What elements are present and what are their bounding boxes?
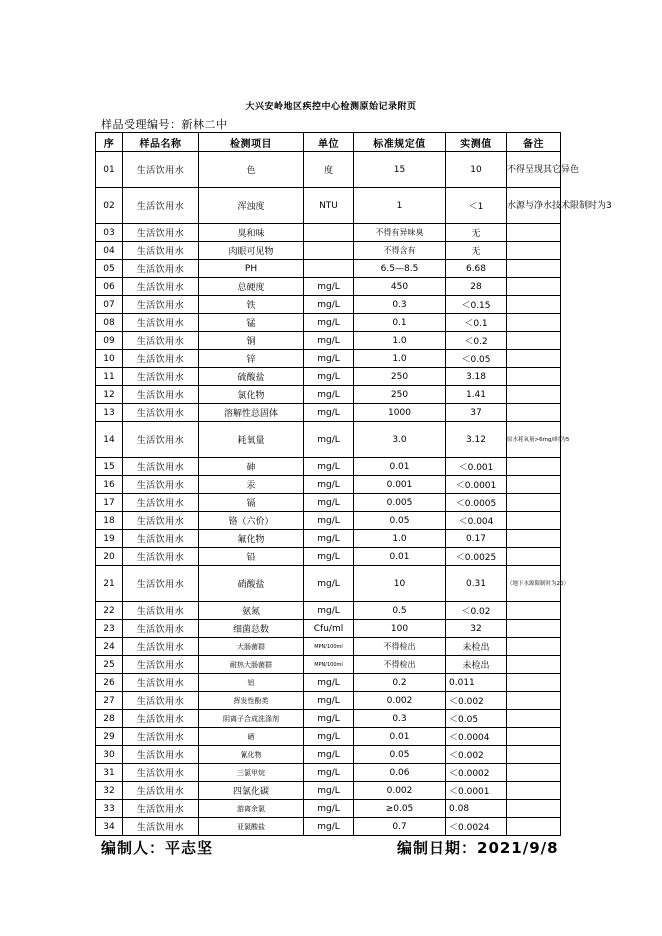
cell-standard-value: 0.3 xyxy=(354,296,446,314)
cell-sample-name: 生活饮用水 xyxy=(123,782,199,800)
cell-test-item: 砷 xyxy=(199,458,304,476)
cell-sample-name: 生活饮用水 xyxy=(123,278,199,296)
cell-measured-value: ＜0.001 xyxy=(446,458,507,476)
cell-standard-value: 0.01 xyxy=(354,458,446,476)
cell-measured-value: ＜0.0024 xyxy=(446,818,507,836)
cell-unit: mg/L xyxy=(304,386,354,404)
table-row xyxy=(96,278,561,296)
cell-seq: 24 xyxy=(96,638,123,656)
cell-standard-value: 不得检出 xyxy=(354,656,446,674)
cell-measured-value: 3.12 xyxy=(446,422,507,458)
table-row xyxy=(96,188,561,224)
cell-unit: mg/L xyxy=(304,296,354,314)
cell-seq: 29 xyxy=(96,728,123,746)
cell-measured-value: ＜0.004 xyxy=(446,512,507,530)
table-row xyxy=(96,314,561,332)
cell-unit: mg/L xyxy=(304,566,354,602)
cell-remarks xyxy=(507,674,561,692)
cell-seq: 17 xyxy=(96,494,123,512)
cell-standard-value: 0.2 xyxy=(354,674,446,692)
cell-test-item: 细菌总数 xyxy=(199,620,304,638)
cell-test-item: 氯化物 xyxy=(199,386,304,404)
cell-standard-value: 0.5 xyxy=(354,602,446,620)
cell-standard-value: 不得有异味臭 xyxy=(354,224,446,242)
cell-seq: 03 xyxy=(96,224,123,242)
cell-sample-name: 生活饮用水 xyxy=(123,656,199,674)
cell-seq: 23 xyxy=(96,620,123,638)
table-row xyxy=(96,710,561,728)
table-row xyxy=(96,674,561,692)
cell-standard-value: 450 xyxy=(354,278,446,296)
table-row xyxy=(96,224,561,242)
cell-remarks xyxy=(507,350,561,368)
cell-standard-value: 不得检出 xyxy=(354,638,446,656)
cell-unit: mg/L xyxy=(304,404,354,422)
cell-test-item: 硫酸盐 xyxy=(199,368,304,386)
cell-remarks xyxy=(507,314,561,332)
cell-test-item: 阴离子合成洗涤剂 xyxy=(199,710,304,728)
cell-measured-value: ＜0.02 xyxy=(446,602,507,620)
cell-remarks xyxy=(507,548,561,566)
cell-sample-name: 生活饮用水 xyxy=(123,242,199,260)
cell-measured-value: ＜0.1 xyxy=(446,314,507,332)
cell-measured-value: ＜0.2 xyxy=(446,332,507,350)
test-record-table xyxy=(95,132,612,836)
cell-measured-value: 未检出 xyxy=(446,638,507,656)
cell-standard-value: 3.0 xyxy=(354,422,446,458)
cell-standard-value: 250 xyxy=(354,368,446,386)
cell-measured-value: ＜0.05 xyxy=(446,350,507,368)
cell-unit: mg/L xyxy=(304,548,354,566)
table-row xyxy=(96,638,561,656)
header-sample-name: 样品名称 xyxy=(123,133,199,152)
table-row xyxy=(96,386,561,404)
table-row xyxy=(96,404,561,422)
cell-sample-name: 生活饮用水 xyxy=(123,188,199,224)
header-measured-value: 实测值 xyxy=(446,133,507,152)
cell-sample-name: 生活饮用水 xyxy=(123,620,199,638)
cell-unit: MPN/100ml xyxy=(304,656,354,674)
table-row xyxy=(96,764,561,782)
cell-sample-name: 生活饮用水 xyxy=(123,764,199,782)
cell-test-item: 硝酸盐 xyxy=(199,566,304,602)
cell-remarks xyxy=(507,332,561,350)
cell-remarks: 原水耗氧量>6mg/l时为5 xyxy=(507,422,561,458)
cell-remarks xyxy=(507,620,561,638)
cell-standard-value: 0.01 xyxy=(354,728,446,746)
cell-remarks xyxy=(507,476,561,494)
cell-seq: 19 xyxy=(96,530,123,548)
cell-standard-value: 0.7 xyxy=(354,818,446,836)
cell-test-item: 铜 xyxy=(199,332,304,350)
cell-unit: mg/L xyxy=(304,368,354,386)
cell-test-item: 臭和味 xyxy=(199,224,304,242)
cell-seq: 16 xyxy=(96,476,123,494)
cell-standard-value: 1000 xyxy=(354,404,446,422)
cell-sample-name: 生活饮用水 xyxy=(123,368,199,386)
cell-unit xyxy=(304,242,354,260)
cell-remarks xyxy=(507,260,561,278)
cell-measured-value: 1.41 xyxy=(446,386,507,404)
cell-remarks xyxy=(507,530,561,548)
cell-remarks xyxy=(507,278,561,296)
cell-remarks xyxy=(507,602,561,620)
cell-sample-name: 生活饮用水 xyxy=(123,386,199,404)
cell-test-item: 耐热大肠菌群 xyxy=(199,656,304,674)
cell-unit: mg/L xyxy=(304,512,354,530)
cell-standard-value: 0.06 xyxy=(354,764,446,782)
table-row xyxy=(96,260,561,278)
cell-seq: 07 xyxy=(96,296,123,314)
cell-measured-value: 3.18 xyxy=(446,368,507,386)
table-row xyxy=(96,368,561,386)
cell-test-item: 挥发性酚类 xyxy=(199,692,304,710)
cell-measured-value: ＜1 xyxy=(446,188,507,224)
cell-unit: mg/L xyxy=(304,332,354,350)
cell-measured-value: 0.011 xyxy=(446,674,507,692)
cell-sample-name: 生活饮用水 xyxy=(123,548,199,566)
cell-measured-value: ＜0.15 xyxy=(446,296,507,314)
cell-unit: mg/L xyxy=(304,710,354,728)
cell-remarks xyxy=(507,746,561,764)
cell-sample-name: 生活饮用水 xyxy=(123,224,199,242)
table-row xyxy=(96,728,561,746)
cell-standard-value: 250 xyxy=(354,386,446,404)
cell-sample-name: 生活饮用水 xyxy=(123,260,199,278)
cell-remarks xyxy=(507,638,561,656)
cell-test-item: 大肠菌群 xyxy=(199,638,304,656)
cell-seq: 10 xyxy=(96,350,123,368)
cell-measured-value: ＜0.05 xyxy=(446,710,507,728)
header-unit: 单位 xyxy=(304,133,354,152)
cell-remarks xyxy=(507,404,561,422)
cell-test-item: 氟化物 xyxy=(199,530,304,548)
cell-unit: 度 xyxy=(304,152,354,188)
table-row xyxy=(96,350,561,368)
cell-standard-value: 1.0 xyxy=(354,530,446,548)
cell-seq: 02 xyxy=(96,188,123,224)
cell-measured-value: 无 xyxy=(446,224,507,242)
cell-unit: mg/L xyxy=(304,728,354,746)
cell-seq: 33 xyxy=(96,800,123,818)
cell-standard-value: ≥0.05 xyxy=(354,800,446,818)
cell-seq: 04 xyxy=(96,242,123,260)
cell-unit xyxy=(304,224,354,242)
cell-measured-value: 32 xyxy=(446,620,507,638)
cell-test-item: 镉 xyxy=(199,494,304,512)
cell-test-item: 氨氮 xyxy=(199,602,304,620)
sample-id-label: 样品受理编号：新林二中 xyxy=(101,118,228,131)
table-row xyxy=(96,746,561,764)
cell-seq: 01 xyxy=(96,152,123,188)
cell-sample-name: 生活饮用水 xyxy=(123,692,199,710)
cell-sample-name: 生活饮用水 xyxy=(123,728,199,746)
header-remarks: 备注 xyxy=(507,133,561,152)
cell-remarks xyxy=(507,800,561,818)
cell-test-item: 氰化物 xyxy=(199,746,304,764)
cell-test-item: 四氯化碳 xyxy=(199,782,304,800)
cell-remarks xyxy=(507,764,561,782)
cell-standard-value: 1.0 xyxy=(354,332,446,350)
cell-measured-value: 0.08 xyxy=(446,800,507,818)
table-row xyxy=(96,242,561,260)
header-seq: 序 xyxy=(96,133,123,152)
cell-remarks xyxy=(507,386,561,404)
cell-unit: mg/L xyxy=(304,746,354,764)
cell-sample-name: 生活饮用水 xyxy=(123,422,199,458)
cell-sample-name: 生活饮用水 xyxy=(123,296,199,314)
cell-seq: 22 xyxy=(96,602,123,620)
cell-standard-value: 15 xyxy=(354,152,446,188)
cell-seq: 28 xyxy=(96,710,123,728)
cell-measured-value: 28 xyxy=(446,278,507,296)
cell-measured-value: 0.17 xyxy=(446,530,507,548)
table-row xyxy=(96,494,561,512)
cell-seq: 30 xyxy=(96,746,123,764)
cell-seq: 21 xyxy=(96,566,123,602)
cell-remarks xyxy=(507,818,561,836)
cell-unit: mg/L xyxy=(304,458,354,476)
cell-measured-value: ＜0.0002 xyxy=(446,764,507,782)
cell-sample-name: 生活饮用水 xyxy=(123,710,199,728)
cell-seq: 08 xyxy=(96,314,123,332)
cell-sample-name: 生活饮用水 xyxy=(123,530,199,548)
cell-sample-name: 生活饮用水 xyxy=(123,458,199,476)
cell-measured-value: ＜0.002 xyxy=(446,746,507,764)
cell-sample-name: 生活饮用水 xyxy=(123,818,199,836)
cell-seq: 14 xyxy=(96,422,123,458)
cell-remarks: （地下水源限制时为20） xyxy=(507,566,561,602)
cell-test-item: PH xyxy=(199,260,304,278)
cell-unit: mg/L xyxy=(304,278,354,296)
cell-measured-value: ＜0.0001 xyxy=(446,782,507,800)
cell-sample-name: 生活饮用水 xyxy=(123,350,199,368)
cell-unit: Cfu/ml xyxy=(304,620,354,638)
table-row xyxy=(96,602,561,620)
cell-remarks xyxy=(507,728,561,746)
cell-remarks xyxy=(507,224,561,242)
cell-unit: mg/L xyxy=(304,494,354,512)
cell-measured-value: 0.31 xyxy=(446,566,507,602)
table-header-row xyxy=(96,133,561,152)
cell-measured-value: 10 xyxy=(446,152,507,188)
cell-sample-name: 生活饮用水 xyxy=(123,404,199,422)
cell-test-item: 锰 xyxy=(199,314,304,332)
table-row xyxy=(96,548,561,566)
cell-seq: 05 xyxy=(96,260,123,278)
cell-measured-value: ＜0.0025 xyxy=(446,548,507,566)
cell-test-item: 铝 xyxy=(199,674,304,692)
table-row xyxy=(96,800,561,818)
cell-sample-name: 生活饮用水 xyxy=(123,314,199,332)
cell-remarks xyxy=(507,296,561,314)
table-row xyxy=(96,152,561,188)
cell-measured-value: 未检出 xyxy=(446,656,507,674)
cell-test-item: 汞 xyxy=(199,476,304,494)
cell-seq: 27 xyxy=(96,692,123,710)
cell-unit: mg/L xyxy=(304,692,354,710)
cell-test-item: 游离余氯 xyxy=(199,800,304,818)
cell-standard-value: 0.005 xyxy=(354,494,446,512)
cell-unit: mg/L xyxy=(304,764,354,782)
cell-standard-value: 0.002 xyxy=(354,782,446,800)
header-standard-value: 标准规定值 xyxy=(354,133,446,152)
cell-seq: 34 xyxy=(96,818,123,836)
cell-seq: 06 xyxy=(96,278,123,296)
cell-remarks xyxy=(507,368,561,386)
cell-measured-value: ＜0.002 xyxy=(446,692,507,710)
cell-measured-value: 6.68 xyxy=(446,260,507,278)
cell-seq: 09 xyxy=(96,332,123,350)
cell-remarks xyxy=(507,458,561,476)
table-row xyxy=(96,512,561,530)
cell-test-item: 色 xyxy=(199,152,304,188)
cell-test-item: 肉眼可见物 xyxy=(199,242,304,260)
cell-sample-name: 生活饮用水 xyxy=(123,332,199,350)
cell-test-item: 浑浊度 xyxy=(199,188,304,224)
cell-unit: NTU xyxy=(304,188,354,224)
cell-measured-value: 无 xyxy=(446,242,507,260)
table-row xyxy=(96,782,561,800)
cell-unit: mg/L xyxy=(304,350,354,368)
cell-remarks: 水源与净水技术限制时为3 xyxy=(507,188,561,224)
editor-label: 编制人：平志坚 xyxy=(101,839,214,857)
cell-remarks xyxy=(507,782,561,800)
cell-sample-name: 生活饮用水 xyxy=(123,476,199,494)
cell-remarks xyxy=(507,242,561,260)
cell-unit: mg/L xyxy=(304,422,354,458)
cell-test-item: 铅 xyxy=(199,548,304,566)
cell-standard-value: 0.001 xyxy=(354,476,446,494)
cell-remarks xyxy=(507,512,561,530)
cell-measured-value: ＜0.0005 xyxy=(446,494,507,512)
cell-standard-value: 1.0 xyxy=(354,350,446,368)
cell-unit: mg/L xyxy=(304,674,354,692)
cell-unit: mg/L xyxy=(304,800,354,818)
cell-test-item: 硒 xyxy=(199,728,304,746)
table-row xyxy=(96,296,561,314)
document-title: 大兴安岭地区疾控中心检测原始记录附页 xyxy=(245,102,417,112)
cell-unit: mg/L xyxy=(304,782,354,800)
table-row xyxy=(96,332,561,350)
cell-measured-value: ＜0.0004 xyxy=(446,728,507,746)
cell-seq: 26 xyxy=(96,674,123,692)
cell-seq: 13 xyxy=(96,404,123,422)
cell-sample-name: 生活饮用水 xyxy=(123,674,199,692)
cell-test-item: 铁 xyxy=(199,296,304,314)
cell-seq: 15 xyxy=(96,458,123,476)
table-row xyxy=(96,566,561,602)
cell-seq: 11 xyxy=(96,368,123,386)
cell-test-item: 锌 xyxy=(199,350,304,368)
cell-remarks xyxy=(507,656,561,674)
cell-sample-name: 生活饮用水 xyxy=(123,566,199,602)
cell-unit: mg/L xyxy=(304,476,354,494)
cell-standard-value: 0.002 xyxy=(354,692,446,710)
cell-test-item: 铬（六价） xyxy=(199,512,304,530)
cell-seq: 20 xyxy=(96,548,123,566)
table-row xyxy=(96,530,561,548)
cell-test-item: 耗氧量 xyxy=(199,422,304,458)
cell-standard-value: 0.05 xyxy=(354,512,446,530)
cell-sample-name: 生活饮用水 xyxy=(123,494,199,512)
cell-test-item: 亚氯酸盐 xyxy=(199,818,304,836)
table-row xyxy=(96,476,561,494)
cell-standard-value: 0.05 xyxy=(354,746,446,764)
cell-unit: mg/L xyxy=(304,818,354,836)
cell-remarks xyxy=(507,710,561,728)
cell-standard-value: 不得含有 xyxy=(354,242,446,260)
cell-measured-value: 37 xyxy=(446,404,507,422)
cell-test-item: 三氯甲烷 xyxy=(199,764,304,782)
cell-test-item: 溶解性总固体 xyxy=(199,404,304,422)
table-row xyxy=(96,422,561,458)
header-test-item: 检测项目 xyxy=(199,133,304,152)
cell-unit xyxy=(304,260,354,278)
cell-sample-name: 生活饮用水 xyxy=(123,800,199,818)
cell-standard-value: 10 xyxy=(354,566,446,602)
cell-unit: mg/L xyxy=(304,314,354,332)
cell-standard-value: 6.5—8.5 xyxy=(354,260,446,278)
cell-sample-name: 生活饮用水 xyxy=(123,512,199,530)
cell-sample-name: 生活饮用水 xyxy=(123,602,199,620)
cell-unit: MPN/100ml xyxy=(304,638,354,656)
table-row xyxy=(96,818,561,836)
cell-unit: mg/L xyxy=(304,530,354,548)
cell-seq: 12 xyxy=(96,386,123,404)
cell-seq: 31 xyxy=(96,764,123,782)
cell-remarks xyxy=(507,494,561,512)
cell-remarks xyxy=(507,692,561,710)
cell-sample-name: 生活饮用水 xyxy=(123,152,199,188)
cell-test-item: 总硬度 xyxy=(199,278,304,296)
cell-standard-value: 100 xyxy=(354,620,446,638)
cell-seq: 25 xyxy=(96,656,123,674)
compile-date-label: 编制日期：2021/9/8 xyxy=(397,839,559,857)
cell-sample-name: 生活饮用水 xyxy=(123,638,199,656)
cell-standard-value: 0.01 xyxy=(354,548,446,566)
cell-standard-value: 1 xyxy=(354,188,446,224)
cell-sample-name: 生活饮用水 xyxy=(123,746,199,764)
cell-measured-value: ＜0.0001 xyxy=(446,476,507,494)
cell-standard-value: 0.3 xyxy=(354,710,446,728)
cell-unit: mg/L xyxy=(304,602,354,620)
table-row xyxy=(96,656,561,674)
table-row xyxy=(96,458,561,476)
cell-standard-value: 0.1 xyxy=(354,314,446,332)
table-row xyxy=(96,692,561,710)
cell-seq: 32 xyxy=(96,782,123,800)
cell-remarks: 不得呈现其它异色 xyxy=(507,152,561,188)
cell-seq: 18 xyxy=(96,512,123,530)
table-row xyxy=(96,620,561,638)
